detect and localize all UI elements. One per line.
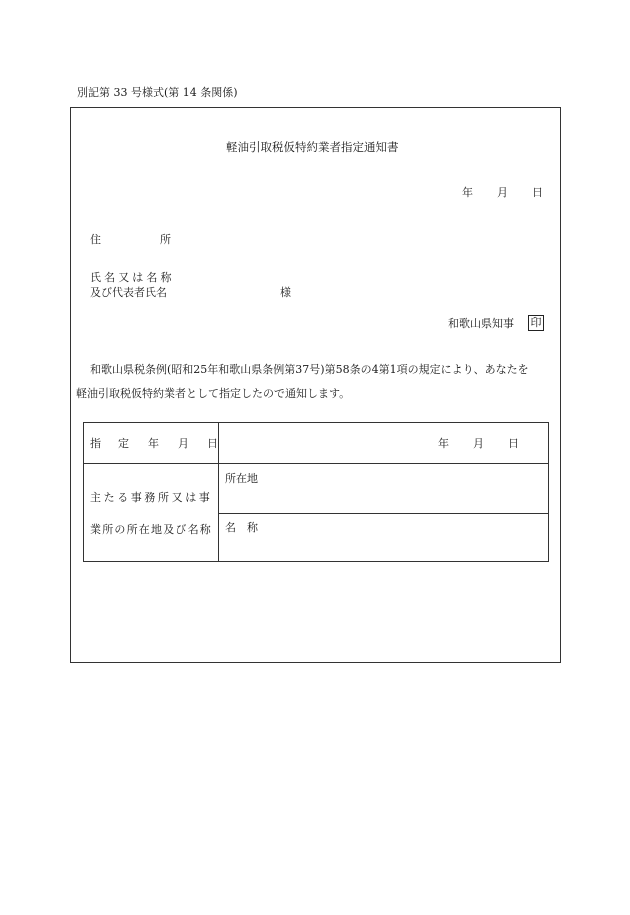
name-label: 名 称 — [225, 521, 258, 534]
designated-date-month: 月 — [473, 437, 484, 450]
designated-label-char-3: 年 — [148, 437, 159, 450]
body-text-line2: 軽油引取税仮特約業者として指定したので通知します。 — [76, 387, 351, 400]
issue-date-month: 月 — [497, 186, 508, 199]
address-label-part1: 住 — [90, 233, 101, 246]
designated-date-year: 年 — [438, 437, 449, 450]
honorific: 様 — [280, 286, 291, 299]
table-subrow-divider — [219, 513, 548, 514]
name-label-line2: 及び代表者氏名 — [90, 286, 167, 299]
office-label-line2: 業所の所在地及び名称 — [90, 523, 212, 536]
name-label-line1: 氏名又は名称 — [90, 271, 175, 284]
office-label-line1: 主たる事務所又は事 — [90, 491, 213, 504]
designated-date-value — [438, 437, 519, 451]
body-text-line1: 和歌山県税条例(昭和25年和歌山県条例第37号)第58条の4第1項の規定により、あなたを — [90, 363, 529, 376]
document-title: 軽油引取税仮特約業者指定通知書 — [226, 140, 399, 154]
table-column-divider — [218, 423, 219, 561]
issue-date-day: 日 — [532, 186, 543, 199]
seal-box: 印 — [528, 315, 544, 331]
location-label: 所在地 — [225, 472, 258, 485]
address-label-part2: 所 — [160, 233, 171, 246]
designated-label-char-4: 月 — [178, 437, 189, 450]
designated-label-char-5: 日 — [207, 437, 218, 450]
details-table — [83, 422, 549, 562]
issuer-title: 和歌山県知事 — [448, 317, 514, 330]
designated-label-char-1: 指 — [90, 437, 101, 450]
designated-label-char-2: 定 — [118, 437, 129, 450]
issue-date-line — [462, 186, 543, 200]
form-header: 別記第 33 号様式(第 14 条関係) — [77, 86, 238, 99]
address-label — [90, 233, 171, 247]
table-row-divider — [84, 463, 548, 464]
designated-date-day: 日 — [508, 437, 519, 450]
issue-date-year: 年 — [462, 186, 473, 199]
